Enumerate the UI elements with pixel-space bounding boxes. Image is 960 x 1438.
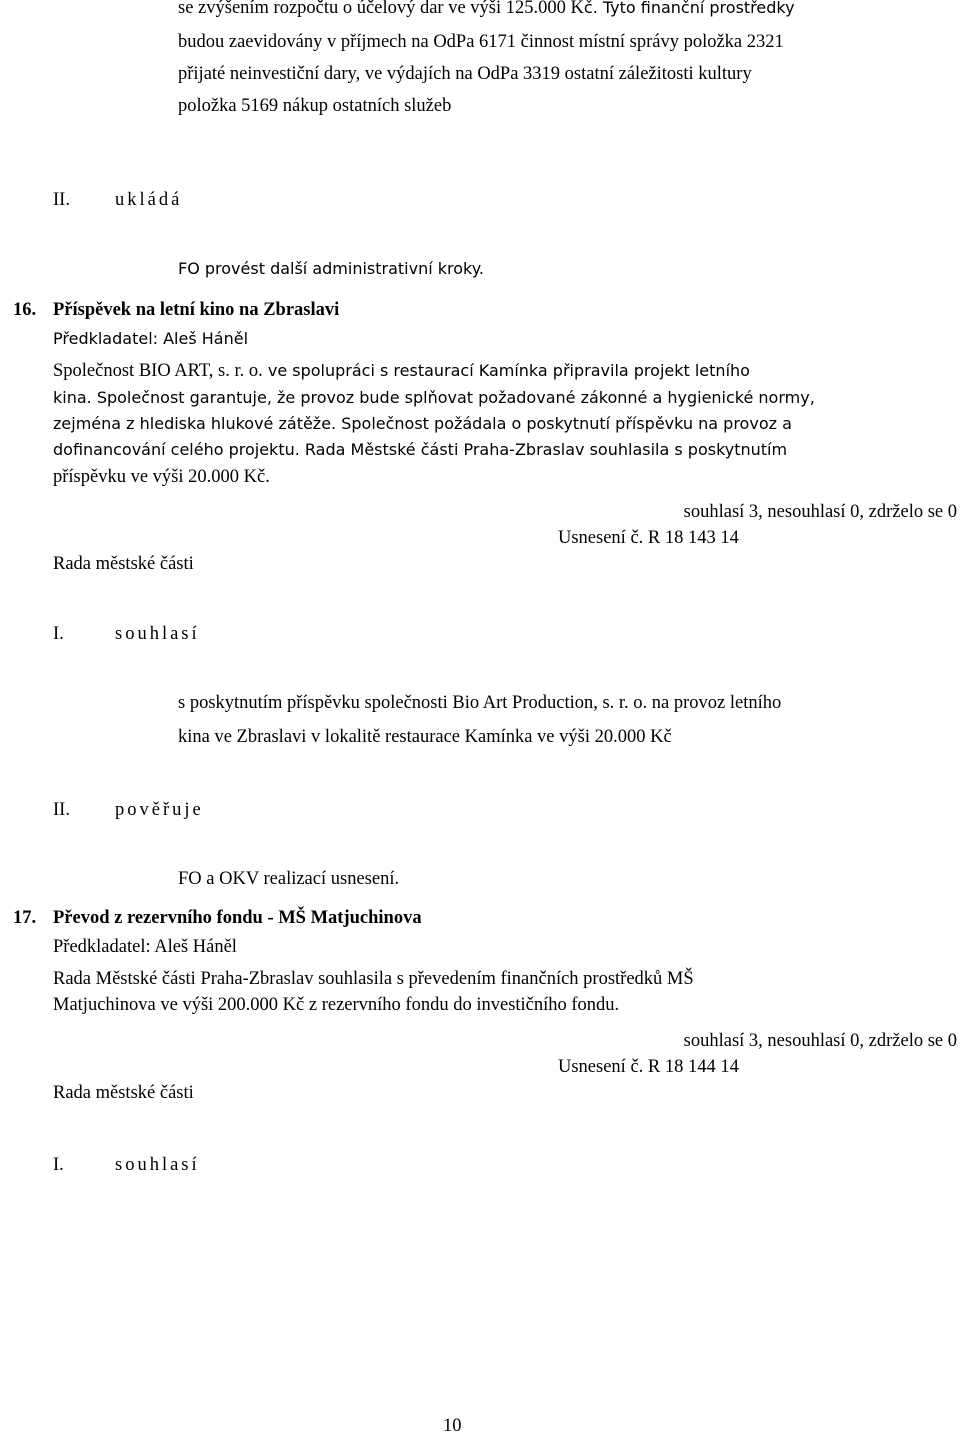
item16-decision2-text: FO a OKV realizací usnesení. (178, 869, 400, 889)
section1-text: FO provést další administrativní kroky. (178, 259, 485, 278)
item17-body-line-2: Matjuchinova ve výši 200.000 Kč z rezervního fondu do investičního fondu. (53, 995, 620, 1015)
intro-line-1: se zvýšením rozpočtu o účelový dar ve výši 125.000 Kč. Tyto finanční prostředky (178, 0, 795, 18)
item17-resolution: Usnesení č. R 18 144 14 (558, 1057, 739, 1077)
section1-verb: ukládá (115, 190, 183, 210)
section1-roman: II. (53, 190, 70, 210)
item16-number: 16. (13, 300, 37, 320)
item16-decision1-line-1: s poskytnutím příspěvku společnosti Bio Art Production, s. r. o. na provoz letního (178, 693, 782, 713)
item17-body-name: Rada městské části (53, 1083, 194, 1103)
item16-title: Příspěvek na letní kino na Zbraslavi (53, 300, 340, 320)
page-number: 10 (443, 1416, 462, 1436)
item17-title: Převod z rezervního fondu - MŠ Matjuchinova (53, 908, 422, 928)
item16-body-line-3: zejména z hlediska hlukové zátěže. Společnost požádala o poskytnutí příspěvku na provoz a (53, 414, 792, 433)
item17-decision1-verb: souhlasí (115, 1155, 200, 1175)
item16-body-line-1: Společnost BIO ART, s. r. o. ve spolupráci s restaurací Kamínka připravila projekt letního (53, 361, 750, 381)
item16-resolution: Usnesení č. R 18 143 14 (558, 528, 739, 548)
item16-body-line-4: dofinancování celého projektu. Rada Městské části Praha-Zbraslav souhlasila s poskytnutím (53, 440, 788, 459)
item16-decision2-roman: II. (53, 800, 70, 820)
item16-body-line-5: příspěvku ve výši 20.000 Kč. (53, 467, 270, 487)
item17-presenter: Předkladatel: Aleš Háněl (53, 937, 237, 957)
item16-presenter: Předkladatel: Aleš Háněl (53, 329, 249, 348)
intro-line-2: budou zaevidovány v příjmech na OdPa 6171 činnost místní správy položka 2321 (178, 32, 784, 52)
item17-body-line-1: Rada Městské části Praha-Zbraslav souhlasila s převedením finančních prostředků MŠ (53, 969, 694, 989)
item16-decision1-roman: I. (53, 624, 64, 644)
item16-decision1-verb: souhlasí (115, 624, 200, 644)
item16-decision2-verb: pověřuje (115, 800, 204, 820)
item17-number: 17. (13, 908, 37, 928)
item16-decision1-line-2: kina ve Zbraslavi v lokalitě restaurace Kamínka ve výši 20.000 Kč (178, 727, 672, 747)
intro-line-4: položka 5169 nákup ostatních služeb (178, 96, 452, 116)
item16-body-line-2: kina. Společnost garantuje, že provoz bude splňovat požadované zákonné a hygienické normy, (53, 388, 815, 407)
item16-vote: souhlasí 3, nesouhlasí 0, zdrželo se 0 (683, 502, 957, 522)
item17-decision1-roman: I. (53, 1155, 64, 1175)
intro-line-3: přijaté neinvestiční dary, ve výdajích na OdPa 3319 ostatní záležitosti kultury (178, 64, 752, 84)
item17-vote: souhlasí 3, nesouhlasí 0, zdrželo se 0 (683, 1031, 957, 1051)
item16-body-name: Rada městské části (53, 554, 194, 574)
